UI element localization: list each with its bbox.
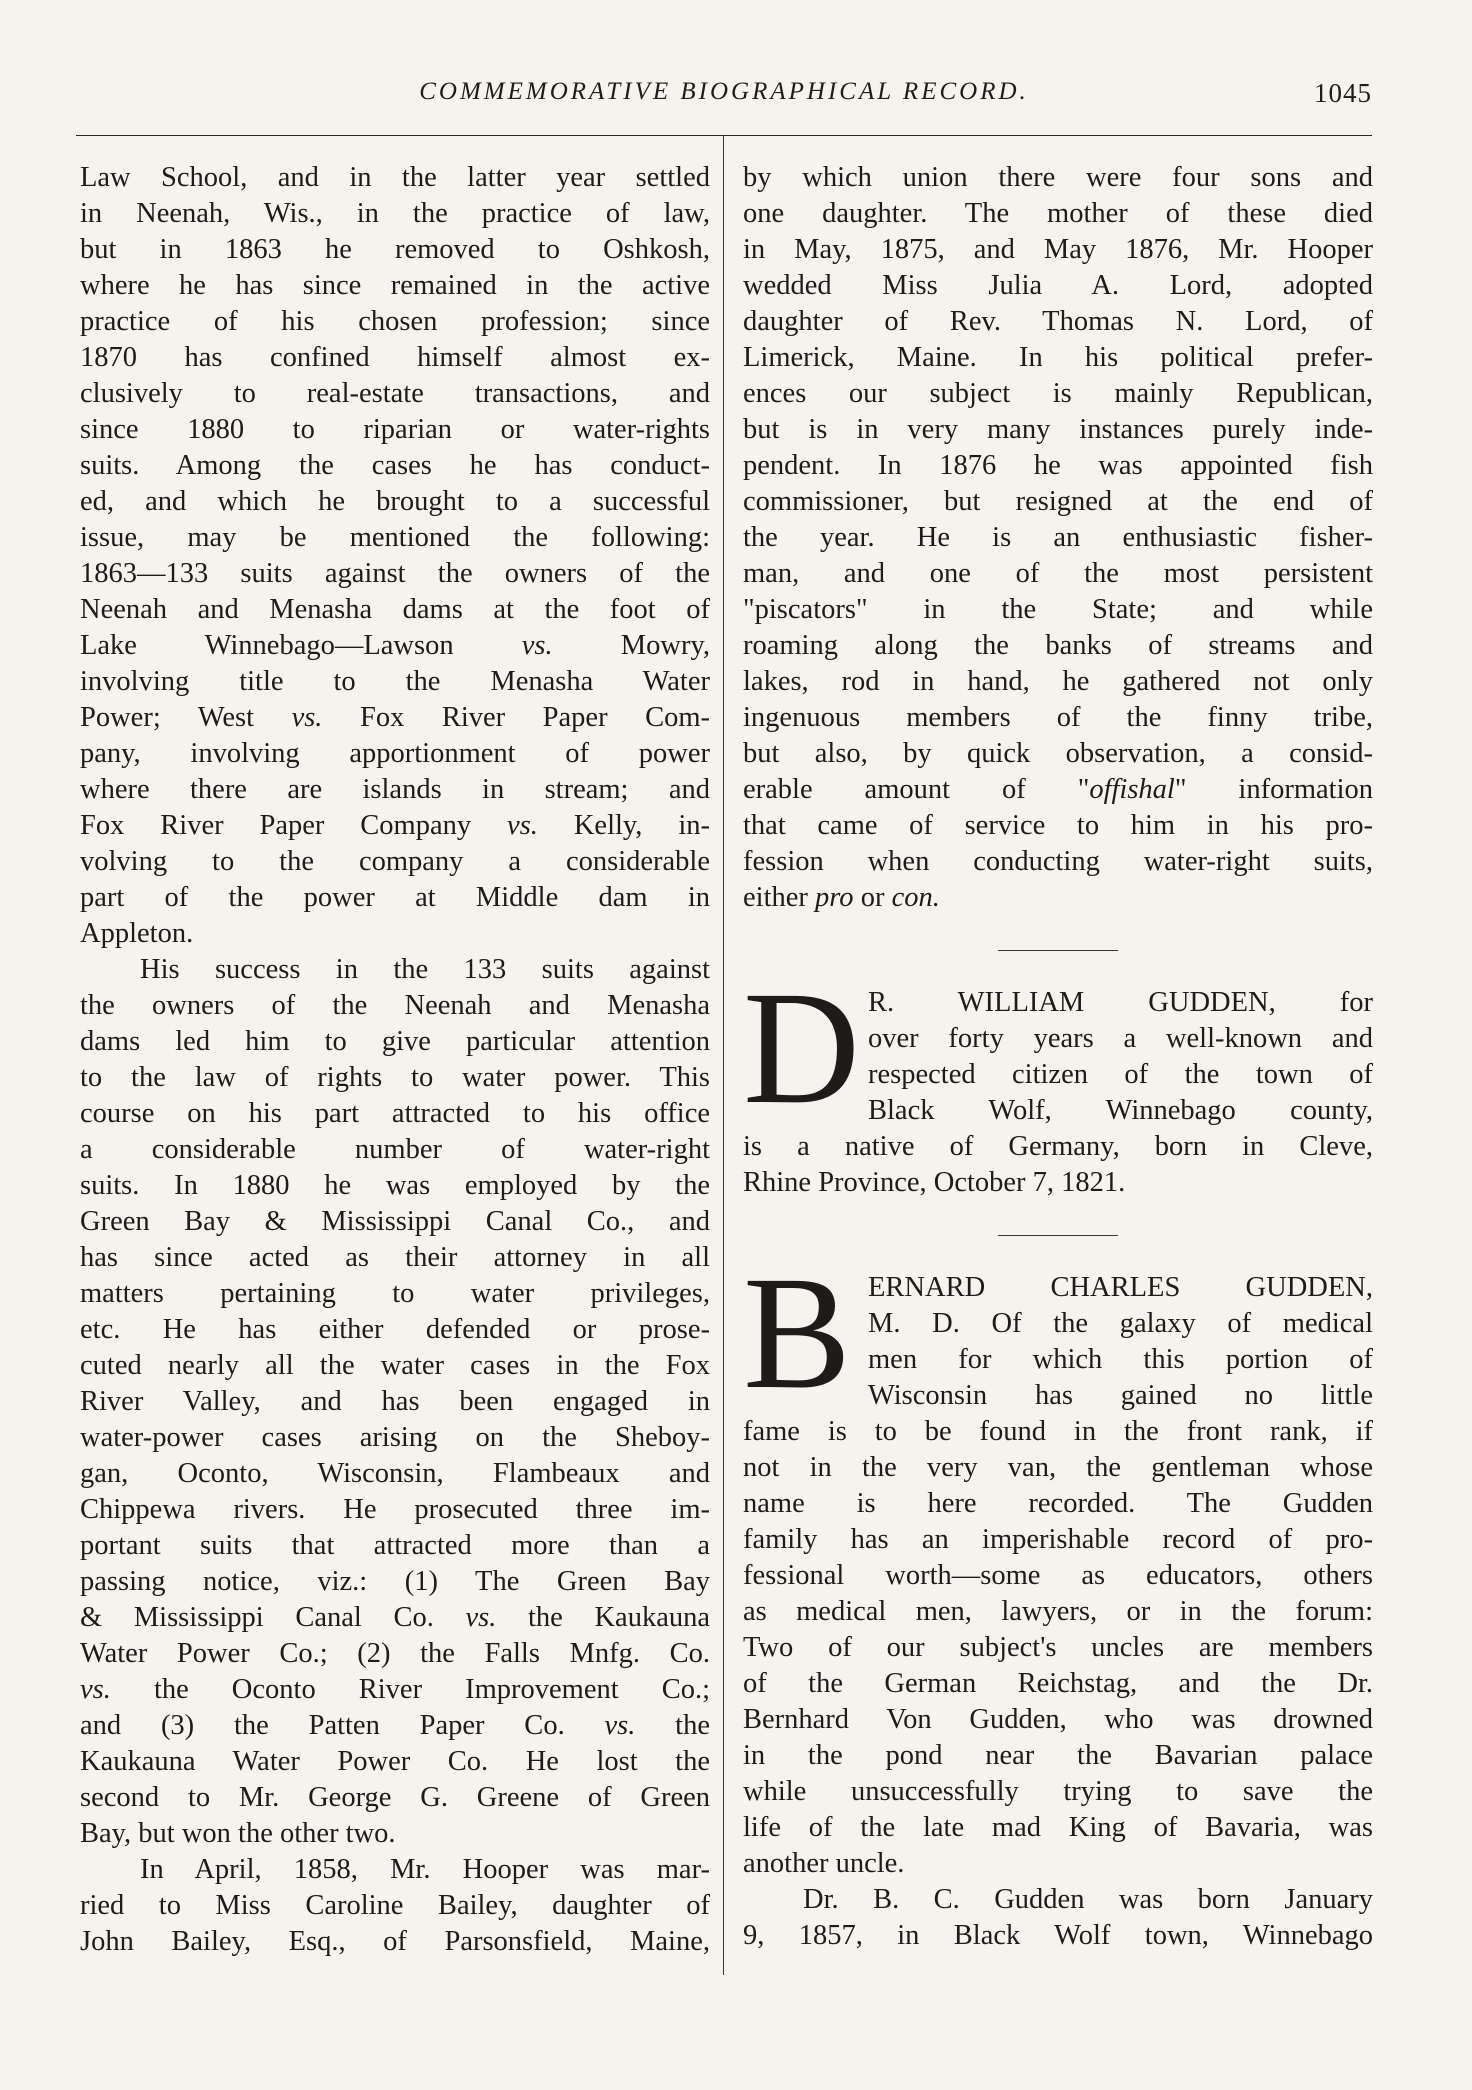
text-line: & Mississippi Canal Co. vs. the Kaukauna [80, 1602, 710, 1633]
text-line: vs. the Oconto River Improvement Co.; [80, 1674, 710, 1705]
text-line: in May, 1875, and May 1876, Mr. Hooper [743, 234, 1373, 265]
running-title: COMMEMORATIVE BIOGRAPHICAL RECORD. [419, 78, 1029, 105]
text-line: Power; West vs. Fox River Paper Com- [80, 702, 710, 733]
text-line: Fox River Paper Company vs. Kelly, in- [80, 810, 710, 841]
header-rule [76, 135, 1372, 136]
text-line: suits. Among the cases he has conduct- [80, 450, 710, 481]
text-line: 9, 1857, in Black Wolf town, Winnebago [743, 1920, 1373, 1951]
text-line: R. WILLIAM GUDDEN, for [868, 987, 1373, 1018]
text-line: involving title to the Menasha Water [80, 666, 710, 697]
text-line: in Neenah, Wis., in the practice of law, [80, 198, 710, 229]
text-line: Chippewa rivers. He prosecuted three im- [80, 1494, 710, 1525]
text-line: since 1880 to riparian or water-rights [80, 414, 710, 445]
text-line: Black Wolf, Winnebago county, [868, 1095, 1373, 1126]
text-line: one daughter. The mother of these died [743, 198, 1373, 229]
text-line: course on his part attracted to his office [80, 1098, 710, 1129]
text-line: "piscators" in the State; and while [743, 594, 1373, 625]
text-line: ingenuous members of the finny tribe, [743, 702, 1373, 733]
text-line: over forty years a well-known and [868, 1023, 1373, 1054]
text-line: a considerable number of water-right [80, 1134, 710, 1165]
text-line: dams led him to give particular attention [80, 1026, 710, 1057]
text-line: fame is to be found in the front rank, if [743, 1416, 1373, 1447]
text-line: but also, by quick observation, a consid- [743, 738, 1373, 769]
text-line: ERNARD CHARLES GUDDEN, [868, 1272, 1373, 1303]
text-line: men for which this portion of [868, 1344, 1373, 1375]
text-line: the owners of the Neenah and Menasha [80, 990, 710, 1021]
text-line: but in 1863 he removed to Oshkosh, [80, 234, 710, 265]
text-line: of the German Reichstag, and the Dr. [743, 1668, 1373, 1699]
text-line: pany, involving apportionment of power [80, 738, 710, 769]
text-line: another uncle. [743, 1848, 905, 1879]
text-line: erable amount of "offishal" information [743, 774, 1373, 805]
text-line: fession when conducting water-right suits, [743, 846, 1373, 877]
text-line: second to Mr. George G. Greene of Green [80, 1782, 710, 1813]
text-line: Law School, and in the latter year settled [80, 162, 710, 193]
text-line: His success in the 133 suits against [140, 954, 710, 985]
column-divider [723, 135, 724, 1975]
drop-cap: D [743, 959, 860, 1138]
text-line: either pro or con. [743, 882, 940, 913]
text-line: In April, 1858, Mr. Hooper was mar- [140, 1854, 710, 1885]
text-line: lakes, rod in hand, he gathered not only [743, 666, 1373, 697]
text-line: by which union there were four sons and [743, 162, 1373, 193]
text-line: where there are islands in stream; and [80, 774, 710, 805]
text-line: Bernhard Von Gudden, who was drowned [743, 1704, 1373, 1735]
right-column [743, 160, 1373, 1954]
biography-william-gudden [743, 959, 1373, 1201]
text-line: gan, Oconto, Wisconsin, Flambeaux and [80, 1458, 710, 1489]
text-line: etc. He has either defended or prose- [80, 1314, 710, 1345]
text-line: River Valley, and has been engaged in [80, 1386, 710, 1417]
text-line: while unsuccessfully trying to save the [743, 1776, 1373, 1807]
text-line: Limerick, Maine. In his political prefer- [743, 342, 1373, 373]
text-line: suits. In 1880 he was employed by the [80, 1170, 710, 1201]
text-line: the year. He is an enthusiastic fisher- [743, 522, 1373, 553]
text-line: Dr. B. C. Gudden was born January [803, 1884, 1373, 1915]
text-line: fessional worth—some as educators, others [743, 1560, 1373, 1591]
text-line: ried to Miss Caroline Bailey, daughter of [80, 1890, 710, 1921]
text-line: but is in very many instances purely inde- [743, 414, 1373, 445]
text-line: name is here recorded. The Gudden [743, 1488, 1373, 1519]
text-line: part of the power at Middle dam in [80, 882, 710, 913]
text-line: Neenah and Menasha dams at the foot of [80, 594, 710, 625]
text-line: ences our subject is mainly Republican, [743, 378, 1373, 409]
text-line: life of the late mad King of Bavaria, was [743, 1812, 1373, 1843]
text-line: Two of our subject's uncles are members [743, 1632, 1373, 1663]
text-line: has since acted as their attorney in all [80, 1242, 710, 1273]
text-line: daughter of Rev. Thomas N. Lord, of [743, 306, 1373, 337]
text-line: respected citizen of the town of [868, 1059, 1373, 1090]
text-line: family has an imperishable record of pro- [743, 1524, 1373, 1555]
text-line: Green Bay & Mississippi Canal Co., and [80, 1206, 710, 1237]
text-line: ed, and which he brought to a successful [80, 486, 710, 517]
text-line: where he has since remained in the active [80, 270, 710, 301]
text-line: passing notice, viz.: (1) The Green Bay [80, 1566, 710, 1597]
text-line: in the pond near the Bavarian palace [743, 1740, 1373, 1771]
text-line: Wisconsin has gained no little [868, 1380, 1373, 1411]
text-line: Bay, but won the other two. [80, 1818, 396, 1849]
text-line: man, and one of the most persistent [743, 558, 1373, 589]
text-line: Appleton. [80, 918, 194, 949]
text-line: Kaukauna Water Power Co. He lost the [80, 1746, 710, 1777]
text-line: commissioner, but resigned at the end of [743, 486, 1373, 517]
text-line: Water Power Co.; (2) the Falls Mnfg. Co. [80, 1638, 710, 1669]
text-line: pendent. In 1876 he was appointed fish [743, 450, 1373, 481]
text-line: matters pertaining to water privileges, [80, 1278, 710, 1309]
text-line: is a native of Germany, born in Cleve, [743, 1131, 1373, 1162]
text-line: practice of his chosen profession; since [80, 306, 710, 337]
text-line: to the law of rights to water power. This [80, 1062, 710, 1093]
text-line: portant suits that attracted more than a [80, 1530, 710, 1561]
drop-cap: B [743, 1244, 852, 1423]
text-line: Lake Winnebago—Lawson vs. Mowry, [80, 630, 710, 661]
text-line: and (3) the Patten Paper Co. vs. the [80, 1710, 710, 1741]
text-line: 1863—133 suits against the owners of the [80, 558, 710, 589]
text-line: clusively to real-estate transactions, and [80, 378, 710, 409]
page-number: 1045 [1314, 78, 1372, 108]
text-line: Rhine Province, October 7, 1821. [743, 1167, 1126, 1198]
text-line: roaming along the banks of streams and [743, 630, 1373, 661]
text-line: wedded Miss Julia A. Lord, adopted [743, 270, 1373, 301]
text-line: not in the very van, the gentleman whose [743, 1452, 1373, 1483]
text-line: issue, may be mentioned the following: [80, 522, 710, 553]
section-separator [998, 950, 1118, 951]
text-line: 1870 has confined himself almost ex- [80, 342, 710, 373]
biography-bernard-gudden [743, 1244, 1373, 1954]
section-separator [998, 1235, 1118, 1236]
text-line: M. D. Of the galaxy of medical [868, 1308, 1373, 1339]
text-line: volving to the company a considerable [80, 846, 710, 877]
text-line: water-power cases arising on the Sheboy- [80, 1422, 710, 1453]
page-header [76, 78, 1372, 118]
text-line: cuted nearly all the water cases in the Fox [80, 1350, 710, 1381]
text-line: that came of service to him in his pro- [743, 810, 1373, 841]
text-line: John Bailey, Esq., of Parsonsfield, Maine, [80, 1926, 710, 1957]
text-line: as medical men, lawyers, or in the forum: [743, 1596, 1373, 1627]
left-column [80, 160, 710, 1960]
